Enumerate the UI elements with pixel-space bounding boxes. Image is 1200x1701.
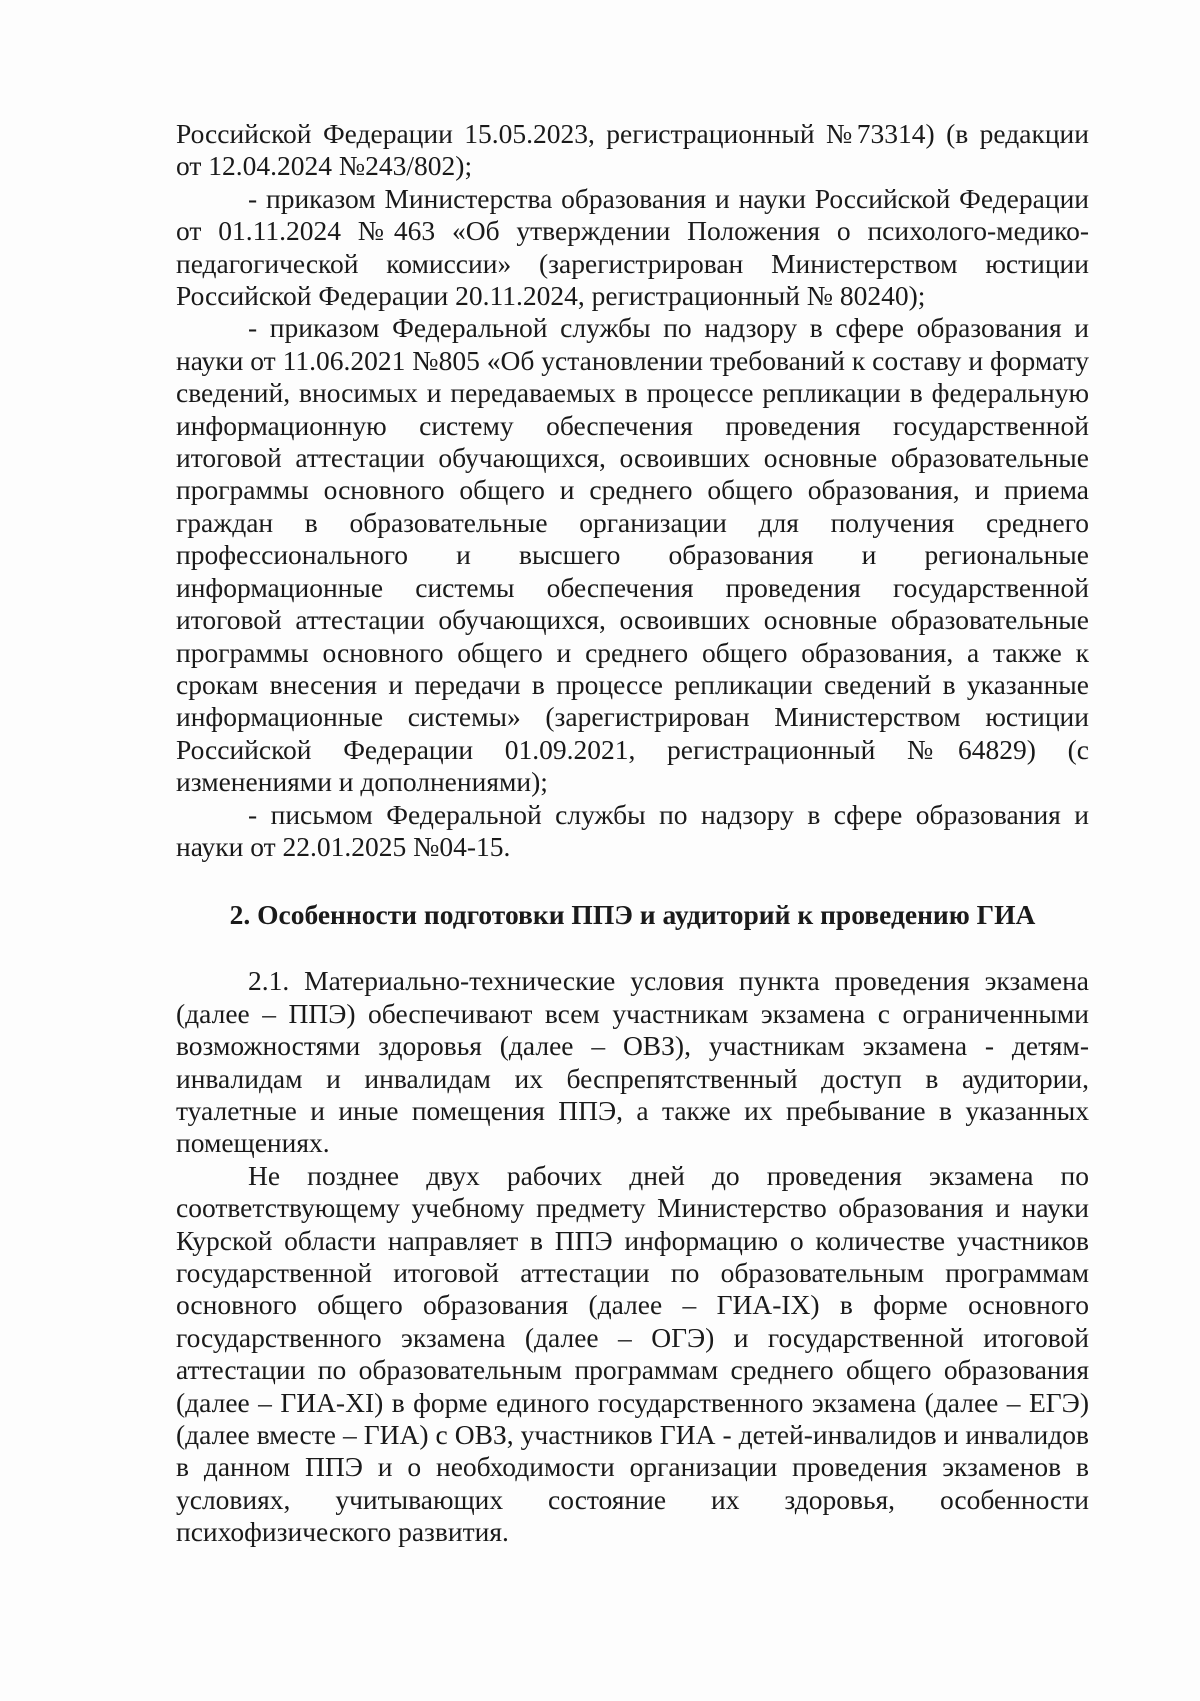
paragraph-order-service-805: - приказом Федеральной службы по надзору в сфере образования и науки от 11.06.2021 №805 «Об установлении требований к составу и формату сведений, вносимых и передаваемых в процессе репликации в федеральную информационную систему обеспечения проведения государственной итоговой аттестации обучающихся, освоивших основные образовательные программы основного общего и среднего общего образования, и приема граждан в образовательные организации для получения среднего профессионального и высшего образования и региональные информационные системы обеспечения проведения государственной итоговой аттестации обучающихся, освоивших основные образовательные программы основного общего и среднего общего образования, а также к срокам внесения и передачи в процессе репликации сведений в указанные информационные системы» (зарегистрирован Министерством юстиции Российской Федерации 01.09.2021, регистрационный №64829) (с изменениями и дополнениями); bbox=[176, 312, 1089, 798]
section-heading: 2. Особенности подготовки ППЭ и аудиторий к проведению ГИА bbox=[229, 899, 1036, 931]
paragraph-notification: Не позднее двух рабочих дней до проведения экзамена по соответствующему учебному предмету Министерство образования и науки Курской области направляет в ППЭ информацию о количестве участников государственной итоговой аттестации по образовательным программам основного общего образования (далее – ГИА-IX) в форме основного государственного экзамена (далее – ОГЭ) и государственной итоговой аттестации по образовательным программам среднего общего образования (далее – ГИА-XI) в форме единого государственного экзамена (далее – ЕГЭ) (далее вместе – ГИА) с ОВЗ, участников ГИА - детей-инвалидов и инвалидов в данном ППЭ и о необходимости организации проведения экзаменов в условиях, учитывающих состояние их здоровья, особенности психофизического развития. bbox=[176, 1159, 1089, 1548]
document-body bbox=[176, 118, 1089, 1549]
paragraph-letter-04-15: - письмом Федеральной службы по надзору в сфере образования и науки от 22.01.2025 №04-15. bbox=[176, 798, 1089, 862]
paragraph-registration-continuation: Российской Федерации 15.05.2023, регистрационный №73314) (в редакции от 12.04.2024 №243/802); bbox=[176, 118, 1089, 182]
paragraph-2-1: 2.1. Материально-технические условия пункта проведения экзамена (далее – ППЭ) обеспечивают всем участникам экзамена с ограниченными возможностями здоровья (далее – ОВЗ), участникам экзамена - детям-инвалидам и инвалидам их беспрепятственный доступ в аудитории, туалетные и иные помещения ППЭ, а также их пребывание в указанных помещениях. bbox=[176, 965, 1089, 1159]
paragraph-order-ministry-463: - приказом Министерства образования и науки Российской Федерации от 01.11.2024 №463 «Об утверждении Положения о психолого-медико-педагогической комиссии» (зарегистрирован Министерством юстиции Российской Федерации 20.11.2024, регистрационный № 80240); bbox=[176, 182, 1089, 312]
